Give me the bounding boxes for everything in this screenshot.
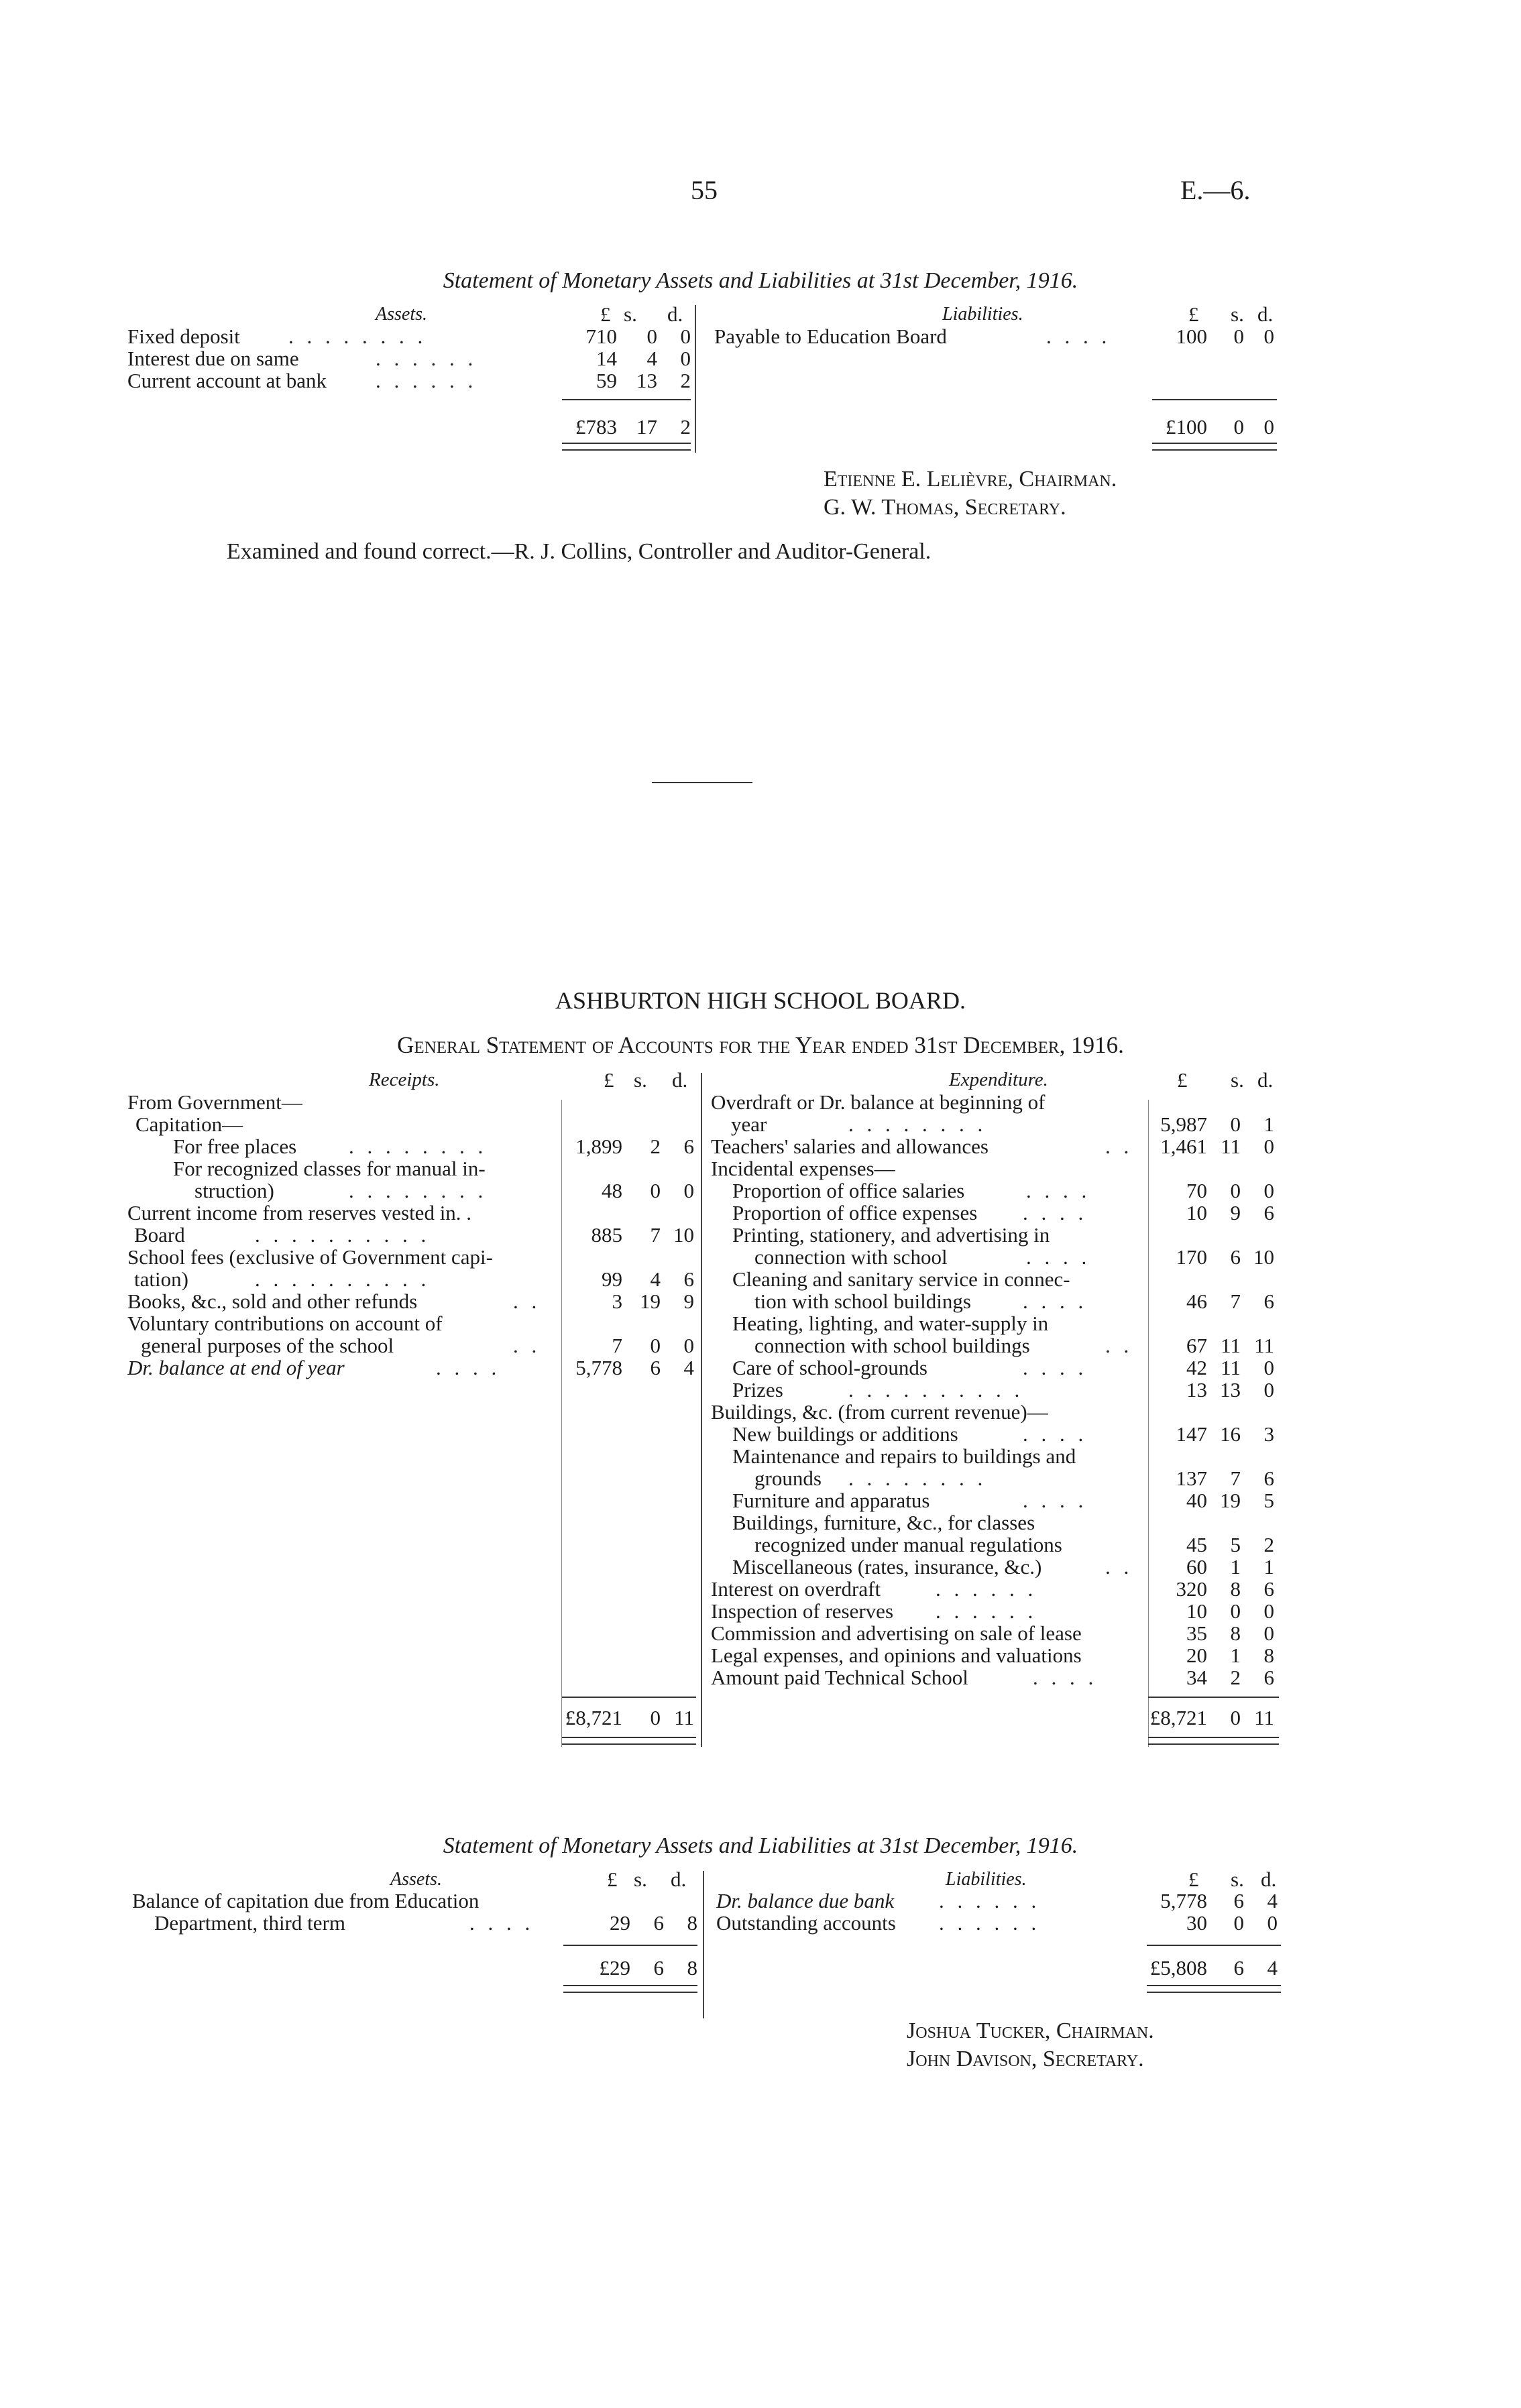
pounds-value: 5,778 bbox=[575, 1356, 622, 1379]
row-label: Commission and advertising on sale of lease bbox=[711, 1621, 1082, 1645]
leader-dots: . . . . . . . . bbox=[288, 325, 427, 348]
total-rule bbox=[562, 1697, 696, 1698]
row-label: Buildings, furniture, &c., for classes bbox=[732, 1511, 1035, 1534]
table-row bbox=[0, 1666, 1288, 1688]
leader-dots: . . . . . . bbox=[936, 1577, 1037, 1601]
pence-value: 4 bbox=[1267, 1889, 1278, 1912]
shilling-column-header: s. bbox=[624, 302, 637, 326]
shillings-value: 16 bbox=[1220, 1422, 1241, 1446]
shillings-value: 11 bbox=[1221, 1135, 1241, 1158]
chairman-signature: Joshua Tucker, Chairman. bbox=[907, 2018, 1154, 2043]
leader-dots: . . bbox=[1105, 1135, 1133, 1158]
pounds-value: 1,899 bbox=[575, 1135, 622, 1158]
pounds-value: 70 bbox=[1186, 1179, 1207, 1202]
table-row bbox=[0, 1622, 1288, 1644]
table-row bbox=[0, 1113, 1288, 1135]
shillings-total: 6 bbox=[653, 1956, 664, 1980]
table-row bbox=[0, 1890, 1288, 1912]
pounds-value: 13 bbox=[1186, 1378, 1207, 1401]
table-row bbox=[0, 1135, 1288, 1157]
shillings-value: 9 bbox=[1230, 1201, 1241, 1224]
pence-value: 6 bbox=[1263, 1577, 1274, 1601]
audit-note: Examined and found correct.—R. J. Collins, Controller and Auditor-General. bbox=[227, 539, 932, 564]
pence-value: 0 bbox=[1263, 1135, 1274, 1158]
pounds-value: 100 bbox=[1176, 325, 1207, 348]
shillings-value: 8 bbox=[1230, 1577, 1241, 1601]
pounds-value: 48 bbox=[602, 1179, 622, 1202]
pence-value: 6 bbox=[683, 1135, 694, 1158]
leader-dots: . . . . bbox=[1026, 1245, 1091, 1269]
pound-column-header: £ bbox=[607, 1868, 618, 1891]
pounds-value: 320 bbox=[1176, 1577, 1207, 1601]
pound-column-header: £ bbox=[1188, 1868, 1199, 1891]
row-label: struction) bbox=[194, 1179, 274, 1202]
pounds-total: £29 bbox=[599, 1956, 630, 1980]
total-double-rule bbox=[562, 1737, 696, 1745]
row-label: tation) bbox=[134, 1267, 188, 1291]
document-reference: E.—6. bbox=[1180, 175, 1251, 205]
row-label: Cleaning and sanitary service in connec- bbox=[732, 1267, 1070, 1291]
leader-dots: . . . . . . . . . . bbox=[255, 1267, 431, 1291]
shillings-value: 0 bbox=[1230, 1599, 1241, 1623]
leader-dots: . . . . bbox=[1023, 1356, 1088, 1379]
shillings-value: 0 bbox=[650, 1334, 661, 1357]
table-row bbox=[0, 1912, 1288, 1934]
pounds-value: 10 bbox=[1186, 1599, 1207, 1623]
pounds-value: 42 bbox=[1186, 1356, 1207, 1379]
pounds-value: 170 bbox=[1176, 1245, 1207, 1269]
row-label: Proportion of office expenses bbox=[732, 1201, 978, 1224]
pounds-total: £5,808 bbox=[1149, 1956, 1207, 1980]
table-row bbox=[0, 1379, 1288, 1401]
liabilities-heading: Liabilities. bbox=[942, 304, 1023, 325]
table-row bbox=[0, 1312, 1288, 1334]
total-row bbox=[0, 1957, 1288, 1979]
table-row bbox=[0, 1157, 1288, 1180]
table-row bbox=[0, 325, 1288, 347]
shillings-value: 7 bbox=[1230, 1467, 1241, 1490]
shilling-column-header: s. bbox=[1231, 302, 1244, 326]
leader-dots: . . . . bbox=[436, 1356, 501, 1379]
row-label: Payable to Education Board bbox=[714, 325, 947, 348]
row-label: Capitation— bbox=[135, 1112, 243, 1136]
total-row bbox=[0, 416, 1288, 438]
row-label: Printing, stationery, and advertising in bbox=[732, 1223, 1050, 1247]
leader-dots: . . . . . . bbox=[939, 1889, 1041, 1912]
pence-column-header: d. bbox=[1257, 302, 1274, 326]
pence-value: 0 bbox=[1263, 1599, 1274, 1623]
shillings-total: 0 bbox=[1233, 415, 1244, 439]
pence-column-header: d. bbox=[667, 302, 683, 326]
shillings-value: 5 bbox=[1230, 1533, 1241, 1556]
table-row bbox=[0, 1224, 1288, 1246]
row-label: Legal expenses, and opinions and valuations bbox=[711, 1644, 1082, 1667]
row-label: general purposes of the school bbox=[141, 1334, 394, 1357]
section-divider bbox=[652, 782, 752, 783]
pence-value: 0 bbox=[680, 325, 691, 348]
total-double-rule bbox=[562, 443, 691, 451]
total-rule bbox=[1147, 1945, 1281, 1946]
leader-dots: . . bbox=[513, 1334, 541, 1357]
leader-dots: . . . . bbox=[1023, 1422, 1088, 1446]
secretary-signature: G. W. Thomas, Secretary. bbox=[824, 495, 1066, 520]
table-row bbox=[0, 369, 697, 392]
pound-column-header: £ bbox=[604, 1068, 614, 1092]
row-label: Fixed deposit bbox=[127, 325, 240, 348]
pence-total: 0 bbox=[1263, 415, 1274, 439]
pence-total: 8 bbox=[687, 1956, 697, 1980]
total-double-rule bbox=[1147, 1985, 1281, 1993]
row-label: Heating, lighting, and water-supply in bbox=[732, 1312, 1049, 1335]
assets-heading: Assets. bbox=[390, 1869, 442, 1890]
table-row bbox=[0, 347, 697, 369]
leader-dots: . . bbox=[513, 1289, 541, 1313]
leader-dots: . . . . bbox=[1023, 1289, 1088, 1313]
statement-title: Statement of Monetary Assets and Liabilities at 31st December, 1916. bbox=[443, 268, 1078, 293]
table-row bbox=[0, 1334, 1288, 1357]
shillings-value: 6 bbox=[650, 1356, 661, 1379]
pence-value: 0 bbox=[683, 1334, 694, 1357]
shillings-value: 0 bbox=[1233, 1911, 1244, 1935]
shillings-value: 0 bbox=[1233, 325, 1244, 348]
row-label: Interest on overdraft bbox=[711, 1577, 881, 1601]
pence-value: 2 bbox=[1263, 1533, 1274, 1556]
page-number: 55 bbox=[691, 175, 718, 205]
leader-dots: . . . . bbox=[1026, 1179, 1091, 1202]
pence-value: 0 bbox=[1263, 1378, 1274, 1401]
pence-value: 0 bbox=[1263, 325, 1274, 348]
row-label: Amount paid Technical School bbox=[711, 1666, 968, 1689]
pence-value: 1 bbox=[1263, 1112, 1274, 1136]
shillings-value: 6 bbox=[653, 1911, 664, 1935]
row-label: Teachers' salaries and allowances bbox=[711, 1135, 989, 1158]
table-row bbox=[0, 1556, 1288, 1578]
pounds-total: £8,721 bbox=[565, 1706, 622, 1729]
pounds-value: 45 bbox=[1186, 1533, 1207, 1556]
shillings-value: 19 bbox=[640, 1289, 661, 1313]
pounds-value: 14 bbox=[596, 347, 617, 370]
table-row bbox=[0, 1268, 1288, 1290]
pence-value: 2 bbox=[680, 369, 691, 392]
leader-dots: . . . . . . . . bbox=[349, 1135, 488, 1158]
row-label: Dr. balance due bank bbox=[716, 1889, 895, 1912]
pounds-value: 46 bbox=[1186, 1289, 1207, 1313]
leader-dots: . . . . . . bbox=[376, 369, 477, 392]
table-row bbox=[0, 1423, 1288, 1445]
pence-value: 5 bbox=[1263, 1489, 1274, 1512]
row-label: Department, third term bbox=[154, 1911, 345, 1935]
leader-dots: . . . . . . . . bbox=[848, 1112, 987, 1136]
row-label: Balance of capitation due from Education bbox=[132, 1889, 480, 1912]
row-label: Care of school-grounds bbox=[732, 1356, 927, 1379]
table-row bbox=[0, 1246, 1288, 1268]
pound-column-header: £ bbox=[600, 302, 611, 326]
total-double-rule bbox=[1152, 443, 1277, 451]
row-label: Outstanding accounts bbox=[716, 1911, 896, 1935]
pounds-value: 29 bbox=[610, 1911, 630, 1935]
receipts-heading: Receipts. bbox=[369, 1069, 440, 1090]
row-label: New buildings or additions bbox=[732, 1422, 958, 1446]
shillings-value: 0 bbox=[1230, 1179, 1241, 1202]
row-label: Proportion of office salaries bbox=[732, 1179, 965, 1202]
table-row bbox=[0, 1401, 1288, 1423]
pounds-value: 99 bbox=[602, 1267, 622, 1291]
accounts-subtitle: General Statement of Accounts for the Year ended 31st December, 1916. bbox=[397, 1032, 1124, 1058]
shillings-value: 1 bbox=[1230, 1644, 1241, 1667]
row-label: year bbox=[731, 1112, 767, 1136]
table-row bbox=[0, 1534, 1288, 1556]
row-label: Overdraft or Dr. balance at beginning of bbox=[711, 1090, 1046, 1114]
leader-dots: . . . . . . . . . . bbox=[255, 1223, 431, 1247]
pounds-value: 1,461 bbox=[1160, 1135, 1207, 1158]
pence-value: 4 bbox=[683, 1356, 694, 1379]
pence-value: 8 bbox=[687, 1911, 697, 1935]
pence-value: 10 bbox=[1253, 1245, 1274, 1269]
table-row bbox=[0, 1600, 1288, 1622]
leader-dots: . . . . . . bbox=[936, 1599, 1037, 1623]
row-label: School fees (exclusive of Government capi- bbox=[127, 1245, 493, 1269]
shilling-column-header: s. bbox=[1231, 1868, 1244, 1891]
row-label: Interest due on same bbox=[127, 347, 299, 370]
leader-dots: . . . . bbox=[1023, 1201, 1088, 1224]
total-rule bbox=[1152, 399, 1277, 400]
row-label: Inspection of reserves bbox=[711, 1599, 894, 1623]
pence-value: 3 bbox=[1263, 1422, 1274, 1446]
row-label: Dr. balance at end of year bbox=[127, 1356, 345, 1379]
shillings-value: 2 bbox=[650, 1135, 661, 1158]
total-row bbox=[0, 1707, 1288, 1729]
shillings-value: 6 bbox=[1230, 1245, 1241, 1269]
pence-value: 0 bbox=[683, 1179, 694, 1202]
pence-value: 0 bbox=[680, 347, 691, 370]
pence-value: 6 bbox=[1263, 1201, 1274, 1224]
table-row bbox=[0, 1202, 1288, 1224]
shillings-value: 2 bbox=[1230, 1666, 1241, 1689]
leader-dots: . . bbox=[1105, 1555, 1133, 1579]
shillings-value: 13 bbox=[636, 369, 657, 392]
row-label: recognized under manual regulations bbox=[754, 1533, 1062, 1556]
pounds-value: 60 bbox=[1186, 1555, 1207, 1579]
shillings-value: 13 bbox=[1220, 1378, 1241, 1401]
pounds-value: 3 bbox=[612, 1289, 622, 1313]
total-rule bbox=[1148, 1697, 1279, 1698]
total-double-rule bbox=[563, 1985, 697, 1993]
pounds-value: 147 bbox=[1176, 1422, 1207, 1446]
row-label: tion with school buildings bbox=[754, 1289, 971, 1313]
shillings-total: 0 bbox=[1230, 1706, 1241, 1729]
table-row bbox=[0, 1467, 1288, 1489]
pounds-value: 885 bbox=[591, 1223, 622, 1247]
row-label: Miscellaneous (rates, insurance, &c.) bbox=[732, 1555, 1042, 1579]
row-label: Current income from reserves vested in. . bbox=[127, 1201, 472, 1224]
row-label: Voluntary contributions on account of bbox=[127, 1312, 443, 1335]
leader-dots: . . . . . . . . . . bbox=[848, 1378, 1024, 1401]
pounds-value: 59 bbox=[596, 369, 617, 392]
pounds-value: 34 bbox=[1186, 1666, 1207, 1689]
shillings-value: 1 bbox=[1230, 1555, 1241, 1579]
board-title: ASHBURTON HIGH SCHOOL BOARD. bbox=[555, 987, 966, 1014]
shilling-column-header: s. bbox=[634, 1868, 647, 1891]
row-label: Books, &c., sold and other refunds bbox=[127, 1289, 418, 1313]
pounds-value: 20 bbox=[1186, 1644, 1207, 1667]
shillings-value: 0 bbox=[646, 325, 657, 348]
total-rule bbox=[562, 399, 691, 400]
leader-dots: . . bbox=[1105, 1334, 1133, 1357]
shillings-value: 4 bbox=[650, 1267, 661, 1291]
liabilities-heading: Liabilities. bbox=[946, 1869, 1027, 1890]
shillings-total: 17 bbox=[636, 415, 657, 439]
row-label: For free places bbox=[173, 1135, 297, 1158]
shillings-value: 0 bbox=[1230, 1112, 1241, 1136]
row-label: Buildings, &c. (from current revenue)— bbox=[711, 1400, 1048, 1424]
pence-total: 4 bbox=[1267, 1956, 1278, 1980]
leader-dots: . . . . . . bbox=[939, 1911, 1041, 1935]
table-row bbox=[0, 1644, 1288, 1666]
leader-dots: . . . . . . bbox=[376, 347, 477, 370]
pence-column-header: d. bbox=[671, 1868, 687, 1891]
pence-column-header: d. bbox=[1261, 1868, 1277, 1891]
row-label: Maintenance and repairs to buildings and bbox=[732, 1444, 1076, 1468]
secretary-signature: John Davison, Secretary. bbox=[907, 2047, 1144, 2071]
table-row bbox=[0, 1180, 1288, 1202]
assets-heading: Assets. bbox=[376, 304, 427, 325]
row-label: connection with school bbox=[754, 1245, 948, 1269]
pence-value: 1 bbox=[1263, 1555, 1274, 1579]
table-row bbox=[0, 1357, 1288, 1379]
pence-total: 11 bbox=[1254, 1706, 1274, 1729]
table-row bbox=[0, 1445, 1288, 1467]
table-row bbox=[0, 1489, 1288, 1511]
pounds-value: 30 bbox=[1186, 1911, 1207, 1935]
pounds-value: 710 bbox=[585, 325, 617, 348]
statement-title: Statement of Monetary Assets and Liabilities at 31st December, 1916. bbox=[443, 1833, 1078, 1858]
pence-value: 8 bbox=[1263, 1644, 1274, 1667]
pence-total: 2 bbox=[680, 415, 691, 439]
pounds-value: 67 bbox=[1186, 1334, 1207, 1357]
row-label: From Government— bbox=[127, 1090, 302, 1114]
chairman-signature: Etienne E. Lelièvre, Chairman. bbox=[824, 467, 1117, 492]
row-label: grounds bbox=[754, 1467, 822, 1490]
shillings-value: 19 bbox=[1220, 1489, 1241, 1512]
pence-value: 6 bbox=[1263, 1467, 1274, 1490]
pence-value: 0 bbox=[1263, 1179, 1274, 1202]
shillings-value: 7 bbox=[650, 1223, 661, 1247]
leader-dots: . . . . bbox=[1023, 1489, 1088, 1512]
pounds-value: 5,987 bbox=[1160, 1112, 1207, 1136]
pounds-value: 5,778 bbox=[1160, 1889, 1207, 1912]
pounds-total: £100 bbox=[1166, 415, 1207, 439]
leader-dots: . . . . bbox=[1033, 1666, 1098, 1689]
shillings-value: 7 bbox=[1230, 1289, 1241, 1313]
pounds-value: 10 bbox=[1186, 1201, 1207, 1224]
leader-dots: . . . . . . . . bbox=[848, 1467, 987, 1490]
table-row bbox=[0, 1091, 1288, 1113]
shillings-value: 4 bbox=[646, 347, 657, 370]
pence-value: 0 bbox=[1263, 1621, 1274, 1645]
leader-dots: . . . . . . . . bbox=[349, 1179, 488, 1202]
pounds-value: 7 bbox=[612, 1334, 622, 1357]
pound-column-header: £ bbox=[1177, 1068, 1188, 1092]
pence-value: 6 bbox=[1263, 1289, 1274, 1313]
pounds-value: 35 bbox=[1186, 1621, 1207, 1645]
shilling-column-header: s. bbox=[1231, 1068, 1244, 1092]
total-double-rule bbox=[1148, 1737, 1279, 1745]
table-row bbox=[0, 1578, 1288, 1600]
pounds-total: £8,721 bbox=[1149, 1706, 1207, 1729]
shillings-total: 6 bbox=[1233, 1956, 1244, 1980]
row-label: For recognized classes for manual in- bbox=[173, 1157, 486, 1180]
pence-column-header: d. bbox=[672, 1068, 688, 1092]
table-row bbox=[0, 1290, 1288, 1312]
leader-dots: . . . . bbox=[1046, 325, 1111, 348]
row-label: Board bbox=[134, 1223, 185, 1247]
pence-value: 6 bbox=[1263, 1666, 1274, 1689]
expenditure-heading: Expenditure. bbox=[949, 1069, 1048, 1090]
leader-dots: . . . . bbox=[469, 1911, 534, 1935]
pounds-value: 40 bbox=[1186, 1489, 1207, 1512]
total-rule bbox=[563, 1945, 697, 1946]
pence-value: 11 bbox=[1254, 1334, 1274, 1357]
pound-column-header: £ bbox=[1188, 302, 1199, 326]
row-label: Current account at bank bbox=[127, 369, 327, 392]
shillings-total: 0 bbox=[650, 1706, 661, 1729]
row-label: Incidental expenses— bbox=[711, 1157, 895, 1180]
pence-value: 0 bbox=[1263, 1356, 1274, 1379]
pence-value: 6 bbox=[683, 1267, 694, 1291]
row-label: Prizes bbox=[732, 1378, 783, 1401]
shillings-value: 11 bbox=[1221, 1334, 1241, 1357]
shillings-value: 8 bbox=[1230, 1621, 1241, 1645]
row-label: connection with school buildings bbox=[754, 1334, 1030, 1357]
pence-value: 0 bbox=[1267, 1911, 1278, 1935]
pounds-value: 137 bbox=[1176, 1467, 1207, 1490]
row-label: Furniture and apparatus bbox=[732, 1489, 930, 1512]
pence-value: 9 bbox=[683, 1289, 694, 1313]
pounds-total: £783 bbox=[575, 415, 617, 439]
shillings-value: 0 bbox=[650, 1179, 661, 1202]
pence-total: 11 bbox=[674, 1706, 694, 1729]
shillings-value: 11 bbox=[1221, 1356, 1241, 1379]
shillings-value: 6 bbox=[1233, 1889, 1244, 1912]
table-row bbox=[0, 1511, 1288, 1534]
shilling-column-header: s. bbox=[634, 1068, 647, 1092]
pence-value: 10 bbox=[673, 1223, 694, 1247]
pence-column-header: d. bbox=[1257, 1068, 1274, 1092]
